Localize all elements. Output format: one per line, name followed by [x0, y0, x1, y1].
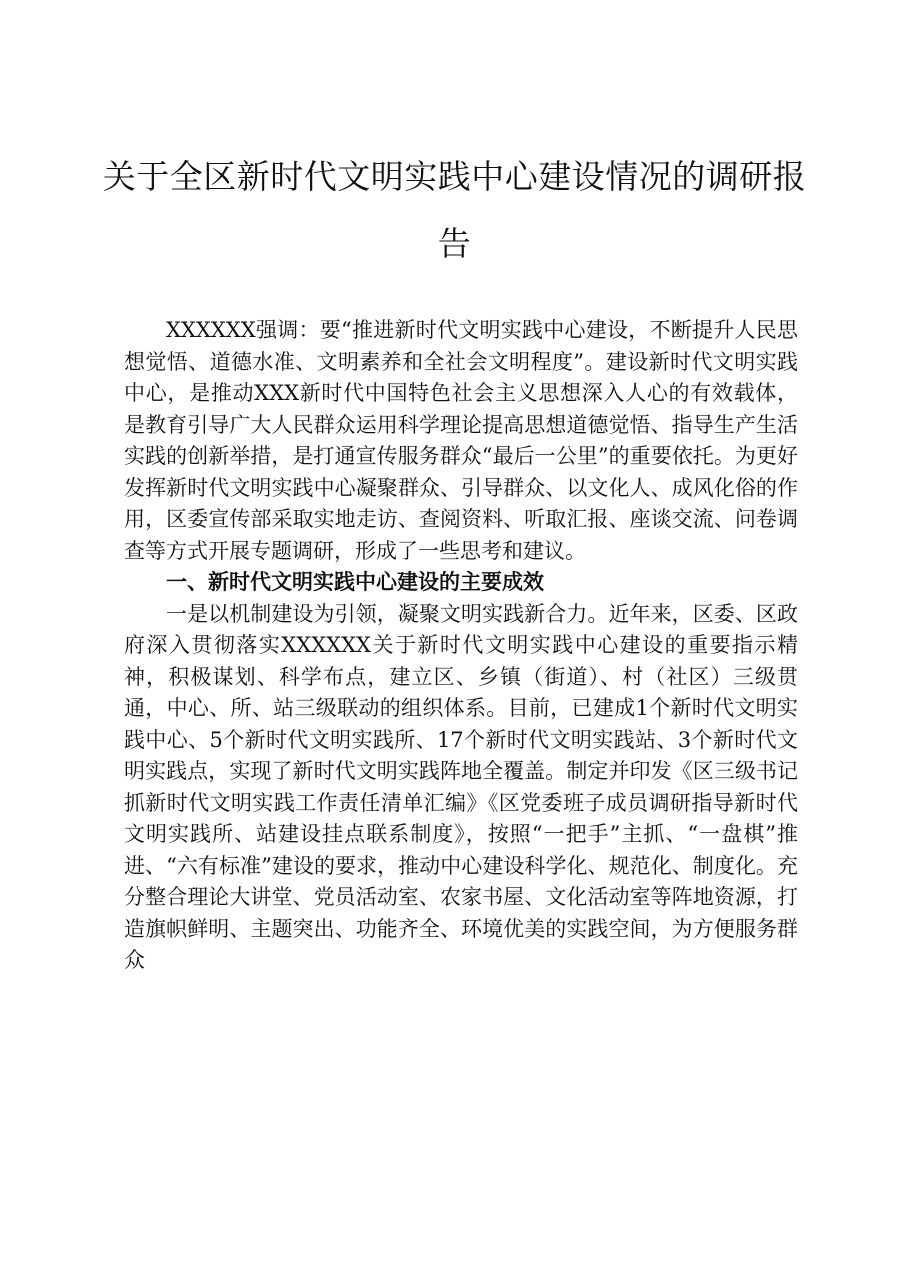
intro-paragraph: XXXXXX强调：要“推进新时代文明实践中心建设，不断提升人民思想觉悟、道德水准、文明素养和全社会文明程度”。建设新时代文明实践中心，是推动XXX新时代中国特色社会主义思想深入人心的有效载体，是教育引导广大人民群众运用科学理论提高思想道德觉悟、指导生产生活实践的创新举措，是打通宣传服务群众“最后一公里”的重要依托。为更好发挥新时代文明实践中心凝聚群众、引导群众、以文化人、成风化俗的作用，区委宣传部采取实地走访、查阅资料、听取汇报、座谈交流、问卷调查等方式开展专题调研，形成了一些思考和建议。 — [124, 318, 798, 563]
section-heading: 一、新时代文明实践中心建设的主要成效 — [166, 570, 544, 594]
document-title: 关于全区新时代文明实践中心建设情况的调研报告 — [102, 157, 807, 263]
document-body — [124, 315, 798, 977]
section-paragraph: 一是以机制建设为引领，凝聚文明实践新合力。近年来，区委、区政府深入贯彻落实XXXXXX关于新时代文明实践中心建设的重要指示精神，积极谋划、科学布点，建立区、乡镇（街道）、村（社区）三级贯通，中心、所、站三级联动的组织体系。目前，已建成1个新时代文明实践中心、5个新时代文明实践所、17个新时代文明实践站、3个新时代文明实践点，实现了新时代文明实践阵地全覆盖。制定并印发《区三级书记抓新时代文明实践工作责任清单汇编》《区党委班子成员调研指导新时代文明实践所、站建设挂点联系制度》，按照“一把手”主抓、“一盘棋”推进、“六有标准”建设的要求，推动中心建设科学化、规范化、制度化。充分整合理论大讲堂、党员活动室、农家书屋、文化活动室等阵地资源，打造旗帜鲜明、主题突出、功能齐全、环境优美的实践空间，为方便服务群众 — [124, 601, 798, 972]
